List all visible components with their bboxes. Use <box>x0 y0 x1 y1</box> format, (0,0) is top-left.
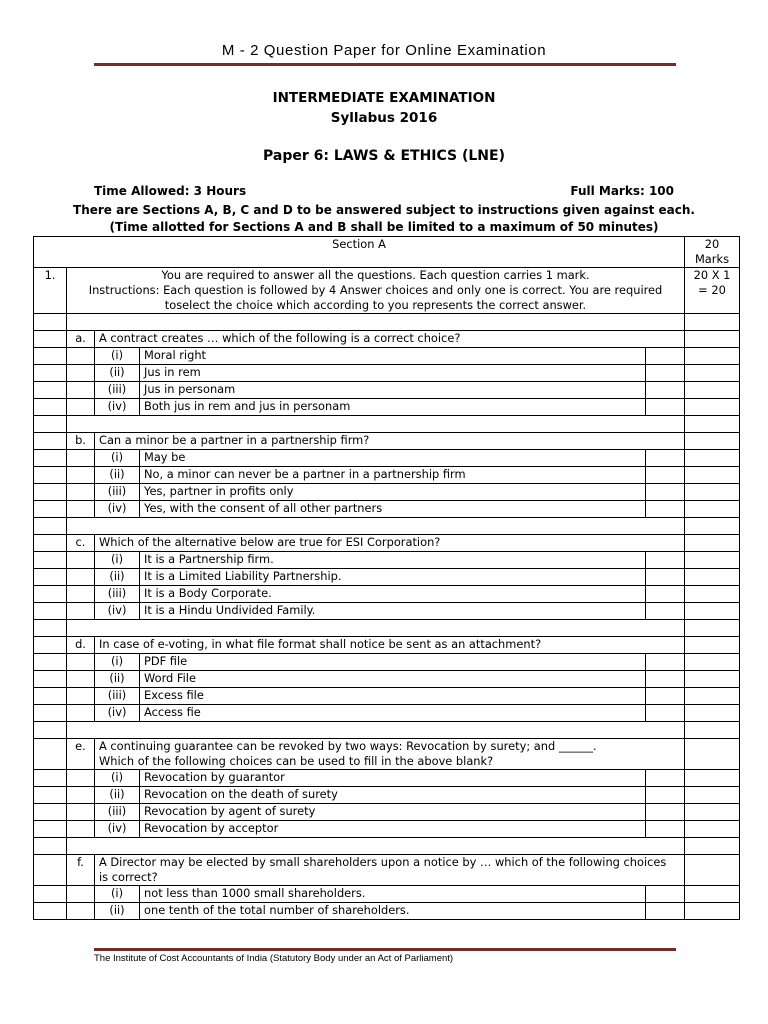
question-text: A continuing guarantee can be revoked by two ways: Revocation by surety; and ______. Which of the following choices can be used to fill in the above blank? <box>95 739 685 770</box>
spacer-row <box>34 620 740 637</box>
answer-cell <box>646 382 685 399</box>
option-number: (ii) <box>95 365 140 382</box>
question-label: a. <box>67 331 95 348</box>
section-instructions: You are required to answer all the questions. Each question carries 1 mark. Instructions: Each question is followed by 4 Answer choices and only one is correct. You are required toselect the choice which according to you represents the correct answer. <box>67 268 685 314</box>
option-text: Word File <box>140 671 646 688</box>
question-row <box>34 331 740 348</box>
question-row <box>34 855 740 886</box>
answer-cell <box>646 654 685 671</box>
section-marks: 20 Marks <box>685 237 740 268</box>
option-row <box>34 903 740 920</box>
option-row <box>34 586 740 603</box>
option-row <box>34 450 740 467</box>
question-row <box>34 433 740 450</box>
option-row <box>34 382 740 399</box>
answer-cell <box>646 787 685 804</box>
exam-meta-row <box>94 184 674 198</box>
option-text: Revocation by agent of surety <box>140 804 646 821</box>
option-number: (i) <box>95 886 140 903</box>
answer-cell <box>646 569 685 586</box>
answer-cell <box>646 671 685 688</box>
option-number: (ii) <box>95 787 140 804</box>
instructions-row <box>34 268 740 314</box>
answer-cell <box>646 484 685 501</box>
time-instruction: (Time allotted for Sections A and B shall be limited to a maximum of 50 minutes) <box>109 220 659 234</box>
option-text: Revocation on the death of surety <box>140 787 646 804</box>
paper-title: Paper 6: LAWS & ETHICS (LNE) <box>263 148 505 164</box>
option-number: (i) <box>95 450 140 467</box>
answer-cell <box>646 603 685 620</box>
question-text: A contract creates … which of the following is a correct choice? <box>95 331 685 348</box>
option-row <box>34 484 740 501</box>
section-header-row <box>34 237 740 268</box>
option-text: one tenth of the total number of shareholders. <box>140 903 646 920</box>
option-number: (i) <box>95 348 140 365</box>
answer-cell <box>646 804 685 821</box>
option-text: It is a Limited Liability Partnership. <box>140 569 646 586</box>
option-text: Both jus in rem and jus in personam <box>140 399 646 416</box>
option-row <box>34 348 740 365</box>
spacer-row <box>34 314 740 331</box>
answer-cell <box>646 552 685 569</box>
option-number: (iv) <box>95 399 140 416</box>
question-row <box>34 739 740 770</box>
option-text: Jus in personam <box>140 382 646 399</box>
answer-cell <box>646 821 685 838</box>
footer-text: The Institute of Cost Accountants of India (Statutory Body under an Act of Parliament) <box>94 953 454 964</box>
option-row <box>34 603 740 620</box>
syllabus-label: Syllabus 2016 <box>330 110 438 126</box>
question-label: e. <box>67 739 95 770</box>
header-divider <box>94 63 676 66</box>
option-number: (ii) <box>95 569 140 586</box>
option-text: It is a Hindu Undivided Family. <box>140 603 646 620</box>
answer-cell <box>646 886 685 903</box>
option-number: (iv) <box>95 603 140 620</box>
answer-cell <box>646 770 685 787</box>
marks-calculation: 20 X 1 = 20 <box>685 268 740 314</box>
option-text: It is a Body Corporate. <box>140 586 646 603</box>
option-number: (i) <box>95 552 140 569</box>
option-text: May be <box>140 450 646 467</box>
exam-title: INTERMEDIATE EXAMINATION <box>272 90 496 106</box>
option-number: (i) <box>95 654 140 671</box>
question-label: f. <box>67 855 95 886</box>
question-row <box>34 637 740 654</box>
option-number: (iii) <box>95 804 140 821</box>
answer-cell <box>646 903 685 920</box>
footer-divider <box>94 948 676 951</box>
option-row <box>34 467 740 484</box>
question-text: A Director may be elected by small shareholders upon a notice by … which of the following choices is correct? <box>95 855 685 886</box>
option-number: (iii) <box>95 586 140 603</box>
option-row <box>34 671 740 688</box>
question-row <box>34 535 740 552</box>
answer-cell <box>646 365 685 382</box>
spacer-row <box>34 518 740 535</box>
option-text: Yes, with the consent of all other partners <box>140 501 646 518</box>
option-row <box>34 821 740 838</box>
option-row <box>34 654 740 671</box>
answer-cell <box>646 586 685 603</box>
option-row <box>34 552 740 569</box>
answer-cell <box>646 688 685 705</box>
option-number: (iv) <box>95 821 140 838</box>
full-marks: Full Marks: 100 <box>570 184 674 198</box>
option-text: Revocation by guarantor <box>140 770 646 787</box>
option-text: PDF file <box>140 654 646 671</box>
option-row <box>34 787 740 804</box>
option-text: Yes, partner in profits only <box>140 484 646 501</box>
option-number: (i) <box>95 770 140 787</box>
option-number: (iv) <box>95 501 140 518</box>
question-table <box>33 236 740 920</box>
option-number: (iii) <box>95 688 140 705</box>
answer-cell <box>646 705 685 722</box>
spacer-row <box>34 416 740 433</box>
question-text: Which of the alternative below are true for ESI Corporation? <box>95 535 685 552</box>
option-text: It is a Partnership firm. <box>140 552 646 569</box>
option-row <box>34 804 740 821</box>
option-row <box>34 399 740 416</box>
general-instruction: There are Sections A, B, C and D to be answered subject to instructions given against each. <box>73 203 695 217</box>
option-number: (ii) <box>95 671 140 688</box>
option-row <box>34 770 740 787</box>
option-number: (iii) <box>95 382 140 399</box>
option-text: not less than 1000 small shareholders. <box>140 886 646 903</box>
option-row <box>34 365 740 382</box>
answer-cell <box>646 501 685 518</box>
option-number: (iv) <box>95 705 140 722</box>
time-allowed: Time Allowed: 3 Hours <box>94 184 247 198</box>
option-number: (ii) <box>95 467 140 484</box>
section-title: Section A <box>34 237 685 268</box>
option-text: Access fie <box>140 705 646 722</box>
option-text: Excess file <box>140 688 646 705</box>
option-row <box>34 501 740 518</box>
option-row <box>34 886 740 903</box>
question-label: d. <box>67 637 95 654</box>
option-number: (iii) <box>95 484 140 501</box>
question-text: In case of e-voting, in what file format shall notice be sent as an attachment? <box>95 637 685 654</box>
answer-cell <box>646 399 685 416</box>
option-text: No, a minor can never be a partner in a partnership firm <box>140 467 646 484</box>
answer-cell <box>646 450 685 467</box>
option-row <box>34 688 740 705</box>
answer-cell <box>646 467 685 484</box>
spacer-row <box>34 722 740 739</box>
question-number: 1. <box>34 268 67 314</box>
option-text: Revocation by acceptor <box>140 821 646 838</box>
option-row <box>34 705 740 722</box>
question-label: c. <box>67 535 95 552</box>
option-text: Moral right <box>140 348 646 365</box>
spacer-row <box>34 838 740 855</box>
page-header-title: M - 2 Question Paper for Online Examination <box>221 42 547 59</box>
question-text: Can a minor be a partner in a partnership firm? <box>95 433 685 450</box>
option-row <box>34 569 740 586</box>
question-label: b. <box>67 433 95 450</box>
option-text: Jus in rem <box>140 365 646 382</box>
answer-cell <box>646 348 685 365</box>
option-number: (ii) <box>95 903 140 920</box>
